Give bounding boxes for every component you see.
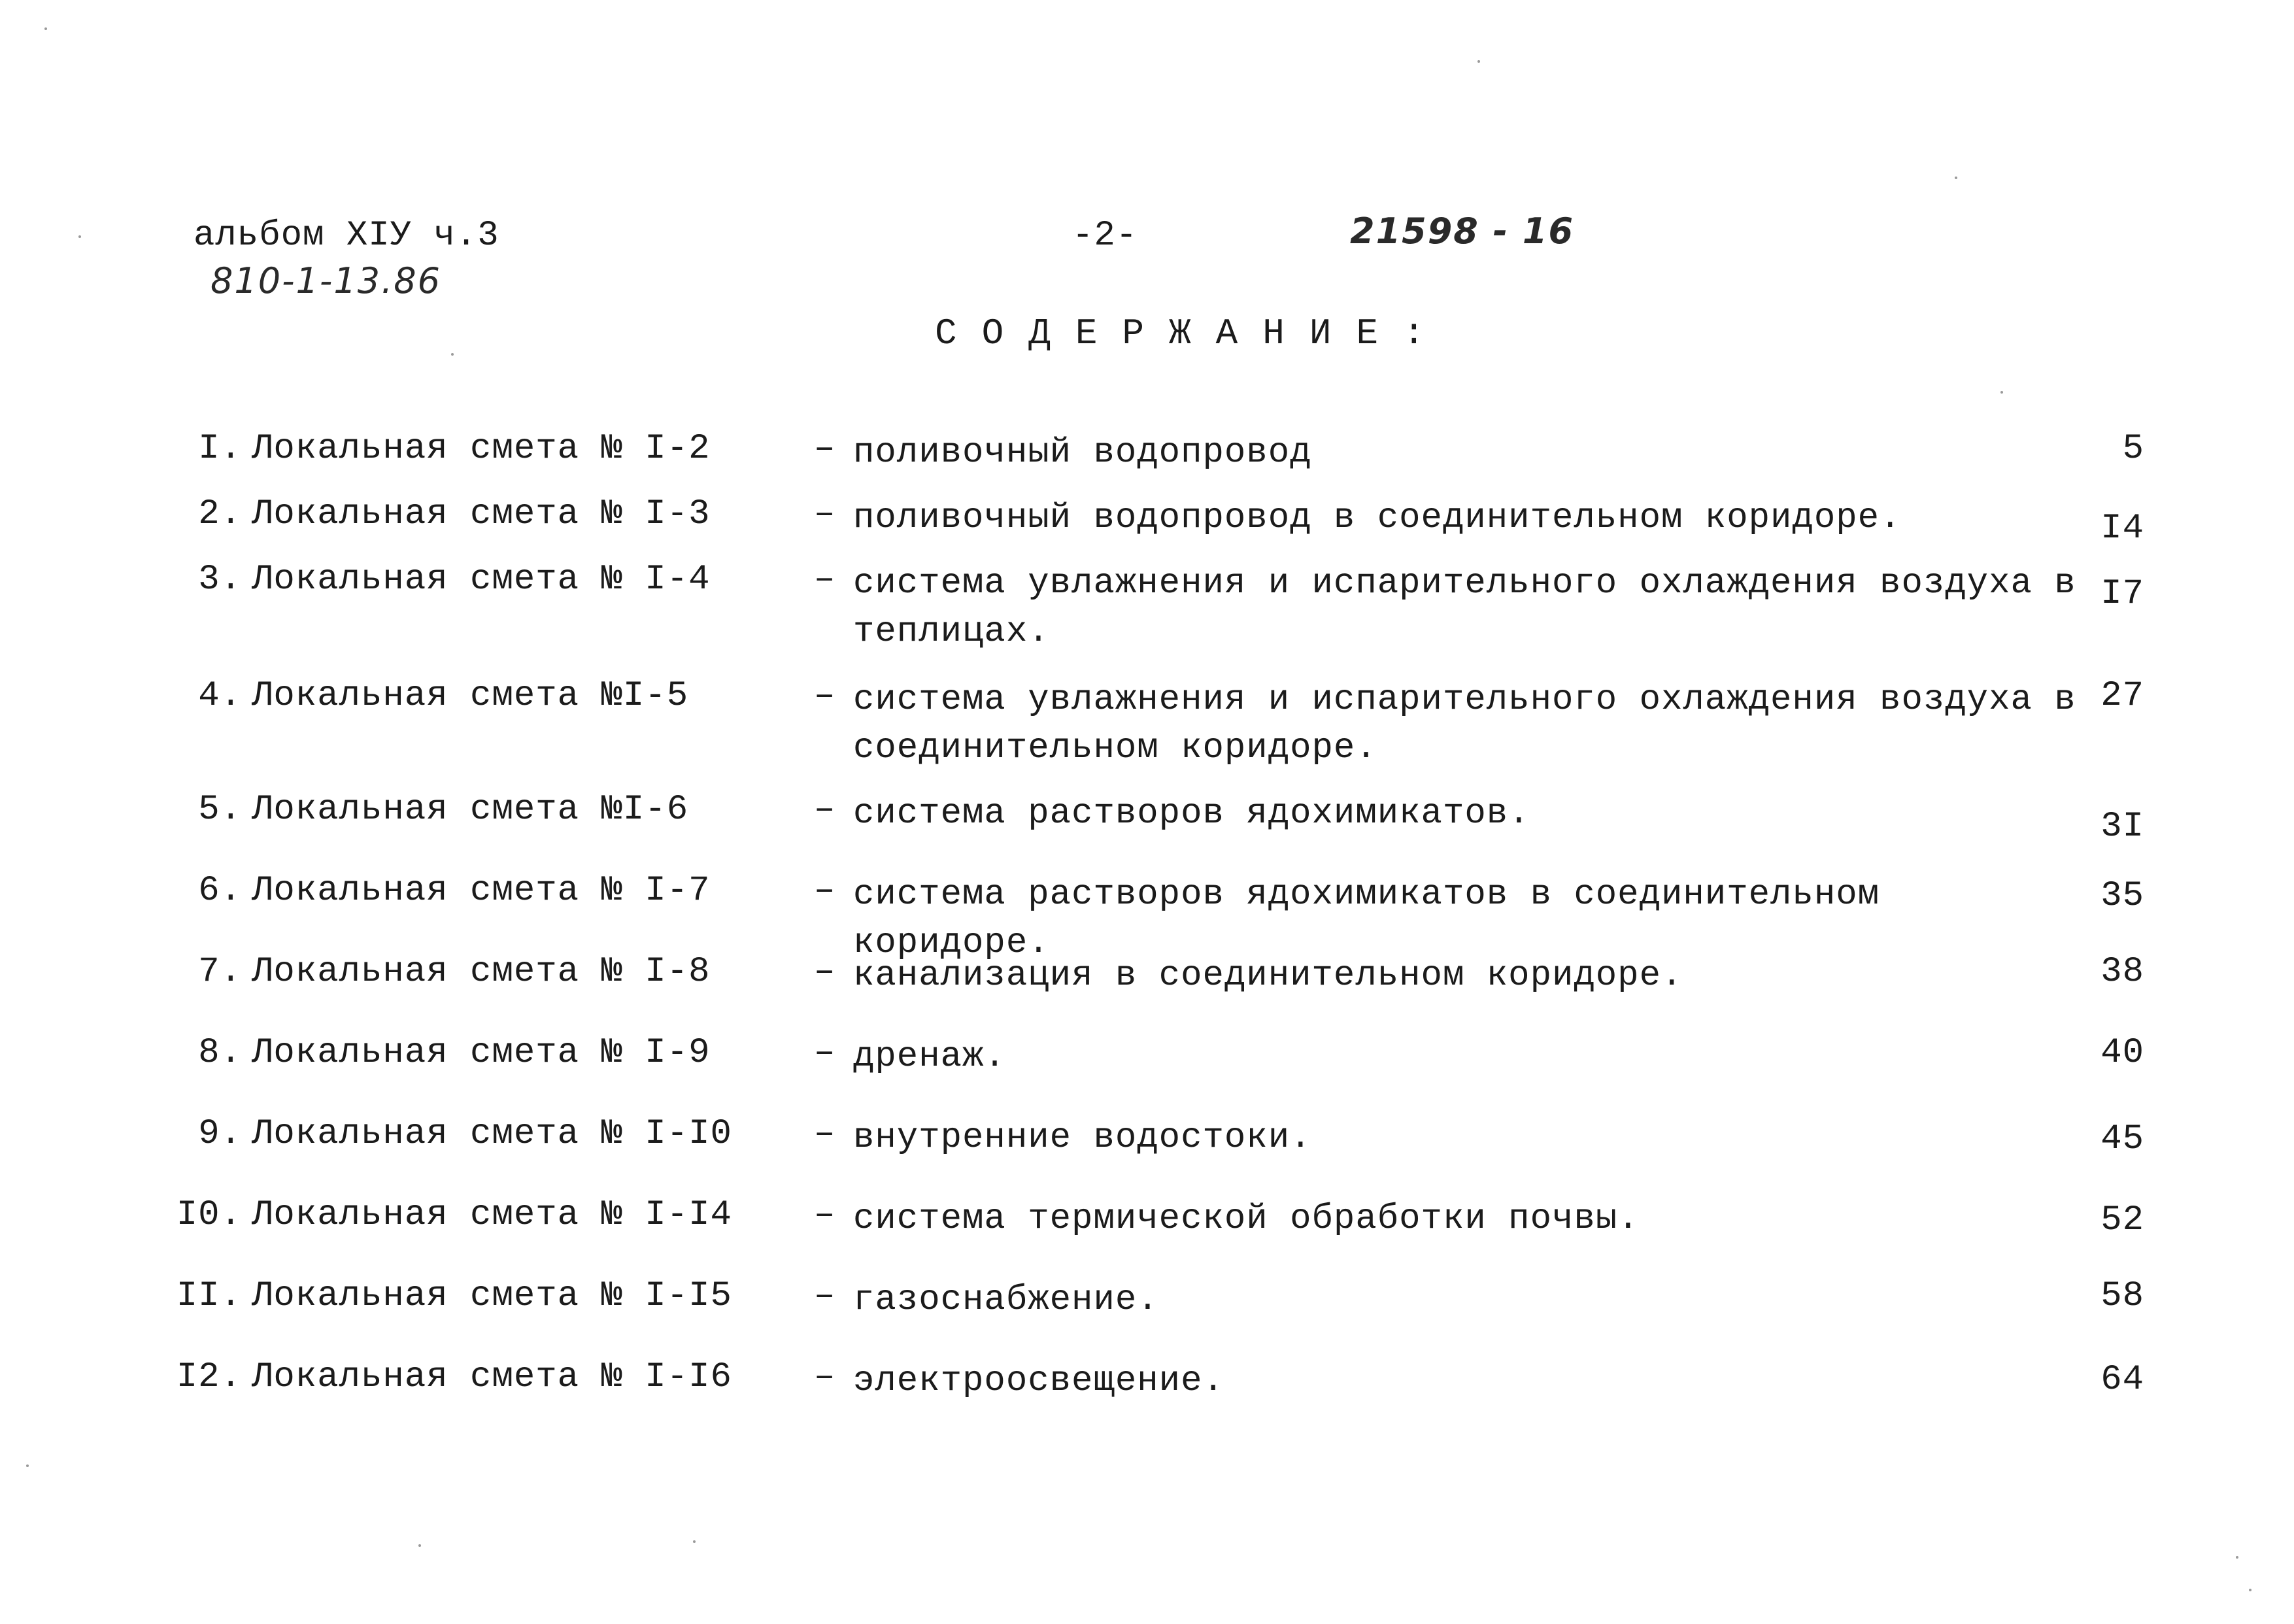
toc-item-label: Локальная смета № I-I5	[252, 1276, 732, 1316]
toc-item-label: Локальная смета № I-4	[252, 560, 711, 600]
scan-speck	[1477, 60, 1480, 63]
toc-item-number: 8.	[198, 1033, 242, 1073]
toc-item-description: система увлажнения и испарительного охлаждения воздуха в теплицах.	[853, 564, 2076, 652]
page-marker: -2-	[1072, 216, 1138, 256]
toc-item-number: I.	[198, 429, 242, 469]
scan-speck	[693, 1540, 696, 1543]
album-label: альбом XIУ ч.3	[194, 216, 499, 256]
scan-speck	[2000, 391, 2003, 394]
toc-item-number: I2.	[176, 1357, 242, 1397]
toc-item-dash: –	[814, 560, 836, 600]
toc-item-dash: –	[814, 494, 836, 534]
toc-item-label: Локальная смета №I-5	[252, 676, 689, 716]
toc-item-description: поливочный водопровод в соединительном коридоре.	[853, 498, 1902, 538]
toc-item-label: Локальная смета № I-I6	[252, 1357, 732, 1397]
scan-speck	[78, 235, 81, 238]
toc-item-dash: –	[814, 676, 836, 716]
toc-item-number: 7.	[198, 952, 242, 992]
handwritten-code: 810-1-13.86	[211, 260, 441, 301]
toc-item-dash: –	[814, 1276, 836, 1316]
scan-speck	[2236, 1556, 2238, 1559]
toc-item-description: поливочный водопровод	[853, 433, 1312, 473]
toc-item-description: газоснабжение.	[853, 1280, 1159, 1320]
toc-item-page: 5	[2122, 429, 2144, 469]
toc-item-description: система растворов ядохимикатов.	[853, 794, 1530, 834]
toc-item-page: 45	[2100, 1119, 2144, 1159]
toc-item-number: 6.	[198, 871, 242, 911]
scan-speck	[418, 1544, 421, 1547]
toc-item-page: I7	[2100, 574, 2144, 614]
toc-item-dash: –	[814, 1195, 836, 1235]
scan-speck	[44, 27, 47, 30]
toc-item-description: система термической обработки почвы.	[853, 1199, 1640, 1239]
toc-item-page: 40	[2100, 1033, 2144, 1073]
scan-speck	[26, 1464, 29, 1467]
toc-item-label: Локальная смета № I-8	[252, 952, 711, 992]
toc-item-description: канализация в соединительном коридоре.	[853, 956, 1683, 996]
toc-item-label: Локальная смета № I-9	[252, 1033, 711, 1073]
toc-item-label: Локальная смета №I-6	[252, 790, 689, 830]
toc-item-number: 4.	[198, 676, 242, 716]
toc-item-label: Локальная смета № I-I0	[252, 1114, 732, 1154]
toc-item-dash: –	[814, 429, 836, 469]
toc-item-description: электроосвещение.	[853, 1361, 1224, 1401]
toc-item-page: 35	[2100, 876, 2144, 916]
toc-item-number: 2.	[198, 494, 242, 534]
toc-item-label: Локальная смета № I-7	[252, 871, 711, 911]
toc-item-page: 27	[2100, 676, 2144, 716]
toc-item-dash: –	[814, 1033, 836, 1073]
toc-item-description: система растворов ядохимикатов в соединительном коридоре.	[853, 875, 1880, 963]
toc-item-number: 5.	[198, 790, 242, 830]
toc-item-label: Локальная смета № I-2	[252, 429, 711, 469]
toc-item-page: 64	[2100, 1360, 2144, 1400]
toc-item-page: I4	[2100, 509, 2144, 549]
toc-item-label: Локальная смета № I-3	[252, 494, 711, 534]
toc-item-number: II.	[176, 1276, 242, 1316]
toc-item-page: 38	[2100, 952, 2144, 992]
page-title: СОДЕРЖАНИЕ:	[935, 313, 1450, 354]
toc-item-description: внутренние водостоки.	[853, 1118, 1312, 1158]
scan-speck	[451, 353, 454, 356]
toc-item-number: I0.	[176, 1195, 242, 1235]
toc-item-page: 52	[2100, 1200, 2144, 1240]
toc-item-dash: –	[814, 952, 836, 992]
toc-item-dash: –	[814, 1114, 836, 1154]
handwritten-number: 21598 - 16	[1350, 211, 1575, 252]
toc-item-label: Локальная смета № I-I4	[252, 1195, 732, 1235]
toc-item-page: 58	[2100, 1276, 2144, 1316]
scan-speck	[2249, 1589, 2252, 1591]
toc-item-number: 3.	[198, 560, 242, 600]
toc-item-dash: –	[814, 1357, 836, 1397]
toc-item-dash: –	[814, 871, 836, 911]
toc-item-page: 3I	[2100, 807, 2144, 847]
scan-speck	[1955, 177, 1957, 179]
toc-item-number: 9.	[198, 1114, 242, 1154]
toc-item-description: дренаж.	[853, 1037, 1006, 1077]
toc-item-dash: –	[814, 790, 836, 830]
toc-item-description: система увлажнения и испарительного охлаждения воздуха в соединительном коридоре.	[853, 680, 2076, 768]
